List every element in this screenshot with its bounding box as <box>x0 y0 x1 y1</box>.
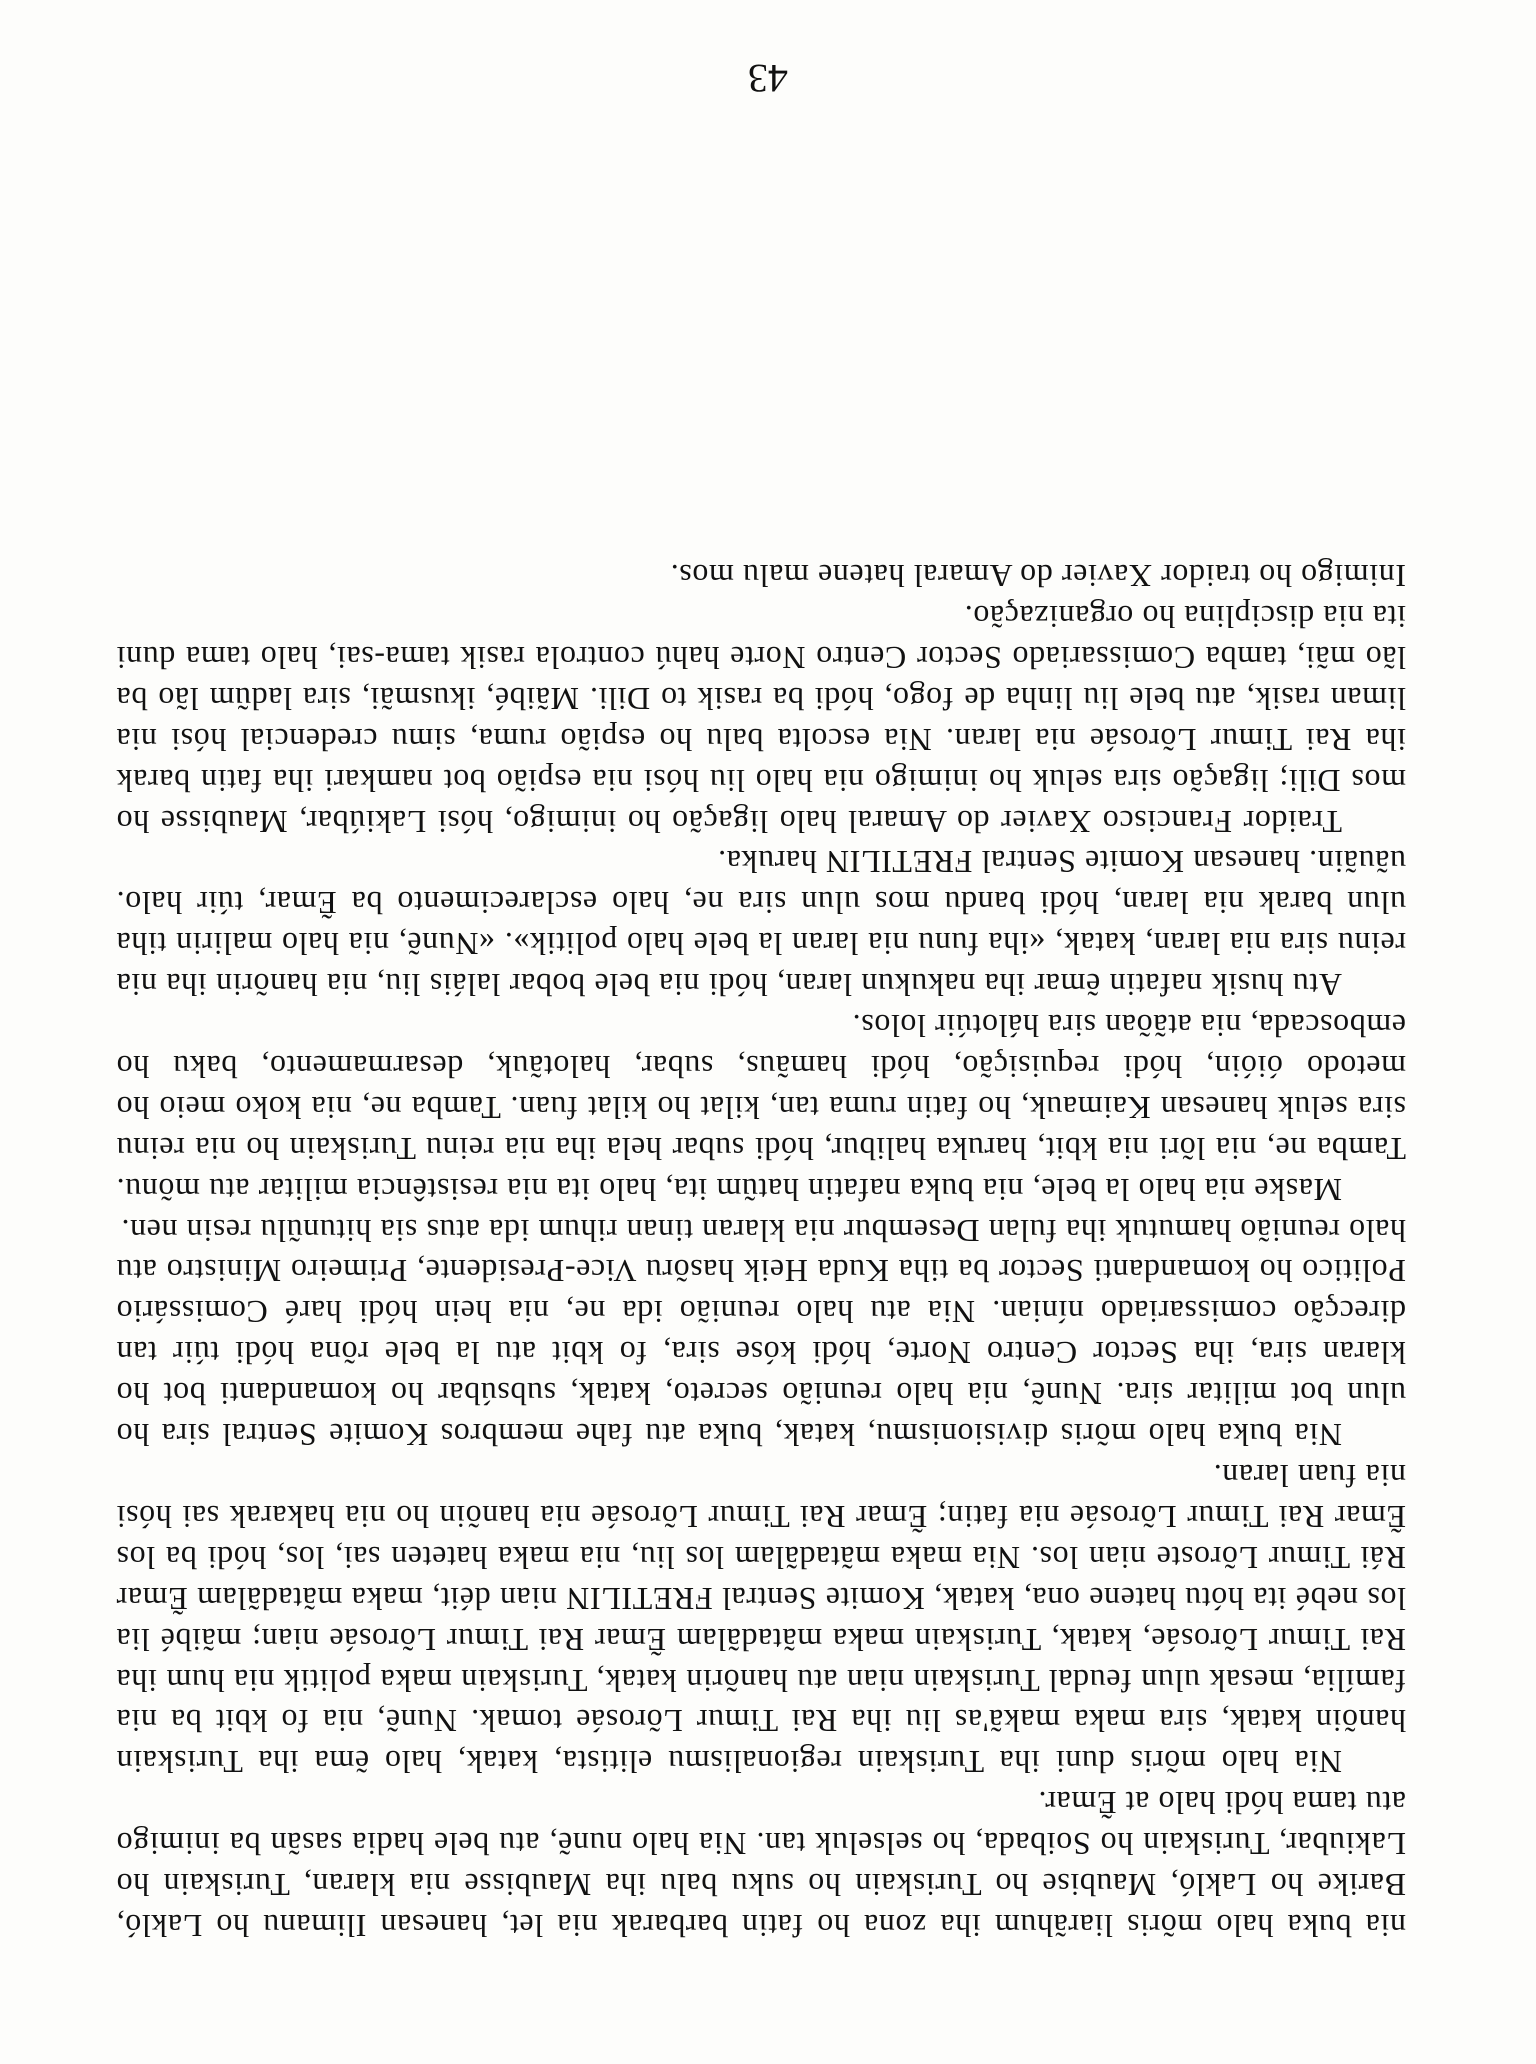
paragraph-1: nia buka halo mõris liarãhum iha zona ho fatin barbarak nia let, hanesan Ilimanu ho Lakló, Barike ho Lakló, Maubise ho Turiskain ho suku balu iha Maubisse nia klaran, Turiskain ho Lakiubar, Turiskain ho Soibada, ho selseluk tan. Nia halo nunẽ, atu bele hadia sasãn ba inimigo atu tama hódi halo at Ẽmar. <box>116 1785 1406 1944</box>
paragraph-5: Atu husik nafatin ẽmar iha nakukun laran, hódi nia bele bobar laláis liu, nia hanõrin iha nia reinu sira nia laran, katak, «iha funu nia laran la bele halo politik». «Nunẽ, nia halo malirin tiha ulun barak nia laran, hódi bandu mos ulun sira ne, halo esclarecimento ba Ẽmar, túir halo. uãuãin. hanesan Komite Sentral FRETILIN haruka. <box>116 844 1406 1004</box>
paragraph-4: Maske nia halo la bele, nia buka nafatin hatũm ita, halo ita nia resistência militar atu mõnu. Tamba ne, nia lõri nia kbit, haruka halibur, hódi subar hela iha nia reinu Turiskain ho nia reinu sira seluk hanesan Kaimauk, ho fatin ruma tan, kilat ho kilat fuan. Tamba ne, nia koko meio ho metodo óióin, hódi requisição, hódi hamãus, subar, halotãuk, desarmamento, baku ho emboscada, nia atãõan sira hálotúir lolos. <box>116 1008 1406 1208</box>
paragraph-6: Traidor Francisco Xavier do Amaral halo ligação ho inimigo, hósi Lakiúbar, Maubisse ho mos Dili; ligação sira seluk ho inimigo nia halo liu hósi nia espião bot namkari iha fatin barak iha Rai Timur Lõrosáe nia laran. Nia escolta balu ho espião ruma, simu credencial hósi nia liman rasik, atu bele liu linha de fogo, hódi ba rasik to Dili. Mãibé, ikusmãi, sira ladũm lão ba lão mãi, tamba Comissariado Sector Centro Norte hahú controla rasik tama-sai, halo tama duni ita nia disciplina ho organização. <box>116 599 1406 840</box>
body-text <box>116 555 1406 1946</box>
paragraph-3: Nia buka halo mõris divisionismu, katak, buka atu fahe membros Komite Sentral sira ho ulun bot militar sira. Nunẽ, nia halo reunião secreto, katak, subsúbar ho komandanti bot ho klaran sira, iha Sector Centro Norte, hódi kóse sira, fo kbit atu la bele rõna hódi túir tan direcção comissariado nínian. Nia atu halo reunião ida ne, nia hein hódi haré Comissário Politico ho komandanti Sector ba tiha Kuda Heik hasõru Vice-Presidente, Primeiro Ministro atu halo reunião hamutuk iha fulan Desembur nia klaran tinan rihum ida atus sia hitunũlu resin nen. <box>116 1212 1406 1454</box>
paragraph-7: Inimigo ho traidor Xavier do Amaral hatene malu mos. <box>670 558 1406 595</box>
page-number: 43 <box>748 56 788 101</box>
paragraph-2: Nia halo mõris duni iha Turiskain regionalismu elitista, katak, halo ẽma iha Turiskain hanõin katak, sira maka makã'as liu iha Rai Timur Lõrosáe tomak. Nunẽ, nia fo kbit ba nia família, mesak ulun feudal Turiskain nian atu hanõrin katak, Turiskain maka politik nia hum iha Rai Timur Lõrosáe, katak, Turiskain maka mãtadãlam Ẽmar Rai Timur Lõrosáe nian; mãibé lia los nebé ita hótu hatene ona, katak, Komite Sentral FRETILIN nian déit, maka mãtadãlam Ẽmar Rái Timur Lõroste nian los. Nia maka mãtadãlam los liu, nia maka hateten sai, los, hódi ba los Ẽmar Rai Timur Lõrosáe nia fatin; Ẽmar Rai Timur Lõrosáe nia hanõin ho nia hakarak sai hósi nia fuan laran. <box>116 1458 1406 1781</box>
